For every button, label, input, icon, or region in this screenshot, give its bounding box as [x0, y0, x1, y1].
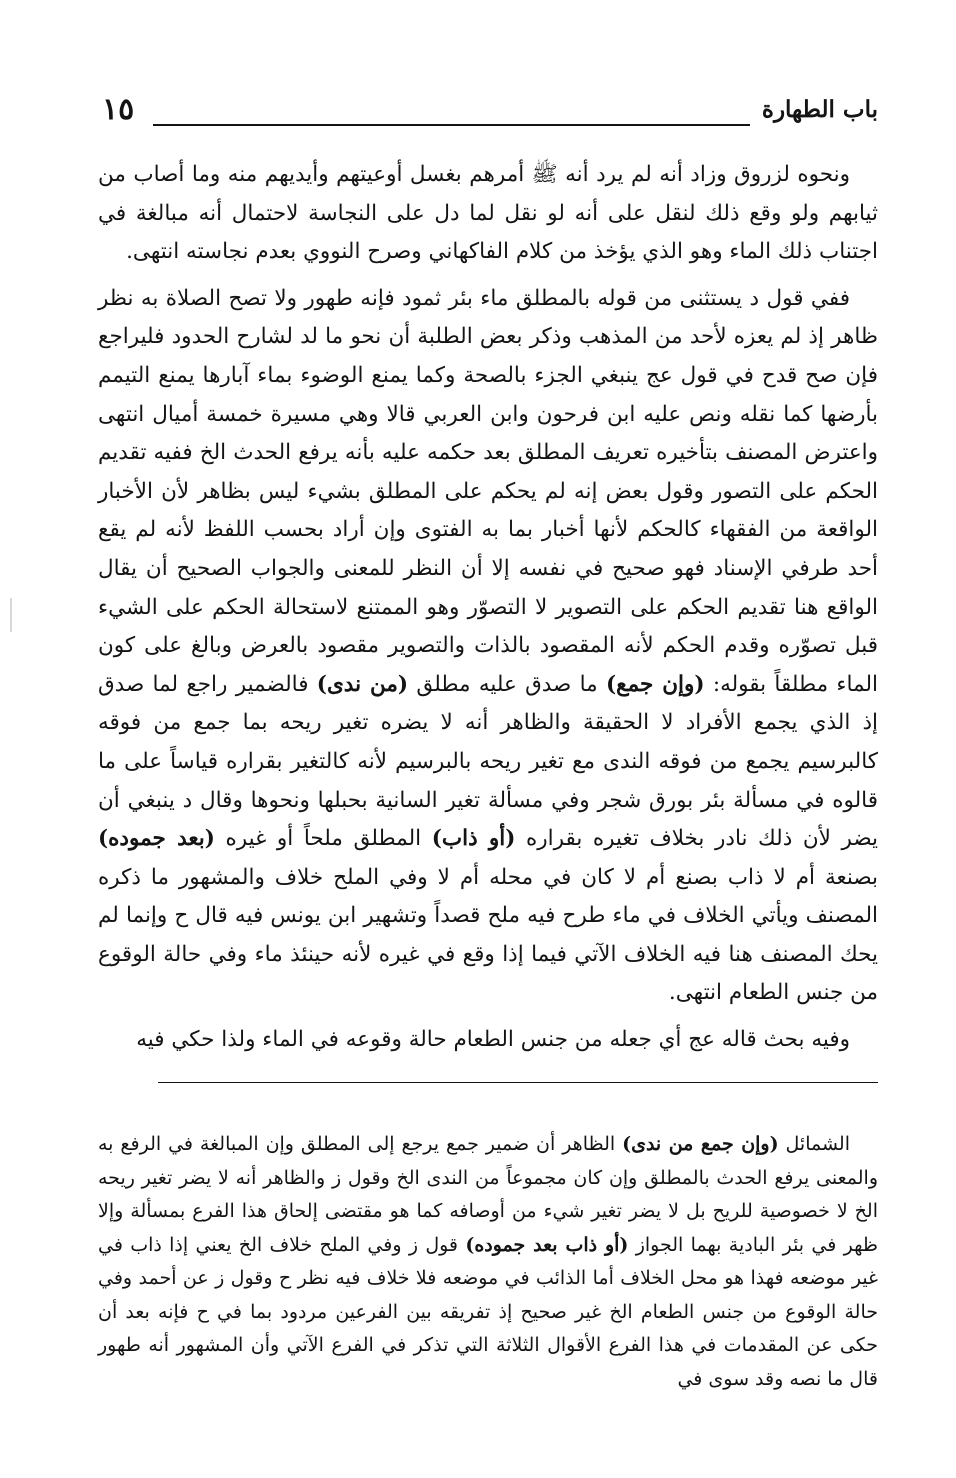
- bold-term: (أو ذاب): [431, 826, 516, 852]
- bold-term: (وإن جمع): [605, 671, 705, 697]
- text-run: بصنعة أم لا ذاب بصنع أم لا كان في محله أم لا وفي الملح خلاف والمشهور ما ذكره المصنف ويأتي الخلاف في ماء طرح فيه ملح قصداً وتشهير ابن يونس فيه قال ح وإنما لم يحك المصنف هنا فيه الخلاف الآتي فيما إذا وقع في غيره لأنه حينئذ ماء وفي حالة الوقوع من جنس الطعام انتهى.: [98, 864, 878, 1006]
- footnotes: [98, 1128, 878, 1396]
- text-run: الشمائل: [778, 1133, 850, 1155]
- body-paragraph: [98, 1021, 878, 1060]
- text-run: فالضمير راجع لما صدق إذ الذي يجمع الأفراد لا الحقيقة والظاهر أنه لا يضره تغير ريحه بما جمع من فوقه كالبرسيم يجمع من فوقه الندى مع تغير ريحه بالبرسيم لأنه كالتغير بقراره قياساً على ما قالوه في مسألة بئر بورق شجر وفي مسألة تغير السانية بحبلها ونحوها وقال د ينبغي أن يضر لأن ذلك نادر بخلاف تغيره بقراره: [98, 671, 878, 852]
- header-rule: [153, 124, 750, 126]
- page: [98, 88, 878, 1448]
- bold-term: (وإن جمع من ندى): [622, 1133, 779, 1155]
- chapter-title: باب الطهارة: [761, 96, 878, 123]
- text-run: ونحوه لزروق وزاد أنه لم يرد أنه ﷺ أمرهم بغسل أوعيتهم وأيديهم منه وما أصاب من ثيابهم ولو وقع ذلك لنقل على أنه لو نقل لما دل على النجاسة لاحتمال أنه مبالغة في اجتناب ذلك الماء وهو الذي يؤخذ من كلام الفاكهاني وصرح النووي بعدم نجاسته انتهى.: [98, 162, 878, 265]
- text-run: الظاهر أن ضمير جمع يرجع إلى المطلق وإن المبالغة في الرفع به والمعنى يرفع الحدث بالمطلق وإن كان مجموعاً من الندى الخ وقول ز والظاهر أنه لا يضر تغير ريحه الخ لا خصوصية للريح بل لا يضر تغير شيء من أوصافه كما هو مقتضى إلحاق هذا الفرع بمسألة وإلا ظهر في بئر البادية بهما الجواز: [98, 1133, 878, 1256]
- body-paragraph: [98, 156, 878, 272]
- running-header: [98, 88, 878, 130]
- page-number: ١٥: [102, 92, 135, 127]
- main-text: [98, 156, 878, 1060]
- bold-term: (بعد جموده): [98, 826, 215, 852]
- text-run: ما صدق عليه مطلق: [408, 671, 606, 697]
- scan-margin-mark: [10, 598, 12, 632]
- bold-term: (أو ذاب بعد جموده): [465, 1233, 629, 1256]
- text-run: وفيه بحث قاله عج أي جعله من جنس الطعام حالة وقوعه في الماء ولذا حكي فيه: [136, 1027, 850, 1053]
- footnote-separator: [158, 1082, 878, 1083]
- bold-term: (من ندى): [316, 671, 409, 697]
- text-run: قول ز وفي الملح خلاف الخ يعني إذا ذاب في غير موضعه فهذا هو محل الخلاف أما الذائب في موضعه فلا خلاف فيه نظر ح وقول ز عن أحمد وفي حالة الوقوع من جنس الطعام الخ غير صحيح إذ تفريقه بين الفرعين مردود بما في ح فإنه بعد أن حكى عن المقدمات في هذا الفرع الأقوال الثلاثة التي تذكر في الفرع الآتي وأن المشهور أنه طهور قال ما نصه وقد سوى في: [98, 1233, 878, 1390]
- body-paragraph: [98, 280, 878, 1013]
- footnote-paragraph: [98, 1128, 878, 1396]
- text-run: المطلق ملحاً أو غيره: [214, 826, 432, 852]
- text-run: ففي قول د يستثنى من قوله بالمطلق ماء بئر ثمود فإنه طهور ولا تصح الصلاة به نظر ظاهر إذ لم يعزه لأحد من المذهب وذكر بعض الطلبة أن نحو ما لد لشارح الحدود فليراجع فإن صح قدح في قول عج ينبغي الجزء بالصحة وكما يمنع الوضوء بماء آبارها يمنع التيمم بأرضها كما نقله ونص عليه ابن فرحون وابن العربي قالا وهي مسيرة خمسة أميال انتهى واعترض المصنف بتأخيره تعريف المطلق بعد حكمه عليه بأنه يرفع الحدث الخ ففيه تقديم الحكم على التصور وقول بعض إنه لم يحكم على المطلق بشيء ليس بظاهر لأن الأخبار الواقعة من الفقهاء كالحكم لأنها أخبار بما به الفتوى وإن أراد بحسب اللفظ لأنه لم يقع أحد طرفي الإسناد فهو صحيح في نفسه إلا أن النظر للمعنى والجواب الصحيح أن يقال الواقع هنا تقديم الحكم على التصوير لا التصوّر وهو الممتنع لاستحالة الحكم على الشيء قبل تصوّره وقدم الحكم لأنه المقصود بالذات والتصوير مقصود بالعرض وبالغ على كون الماء مطلقاً بقوله:: [98, 285, 879, 697]
